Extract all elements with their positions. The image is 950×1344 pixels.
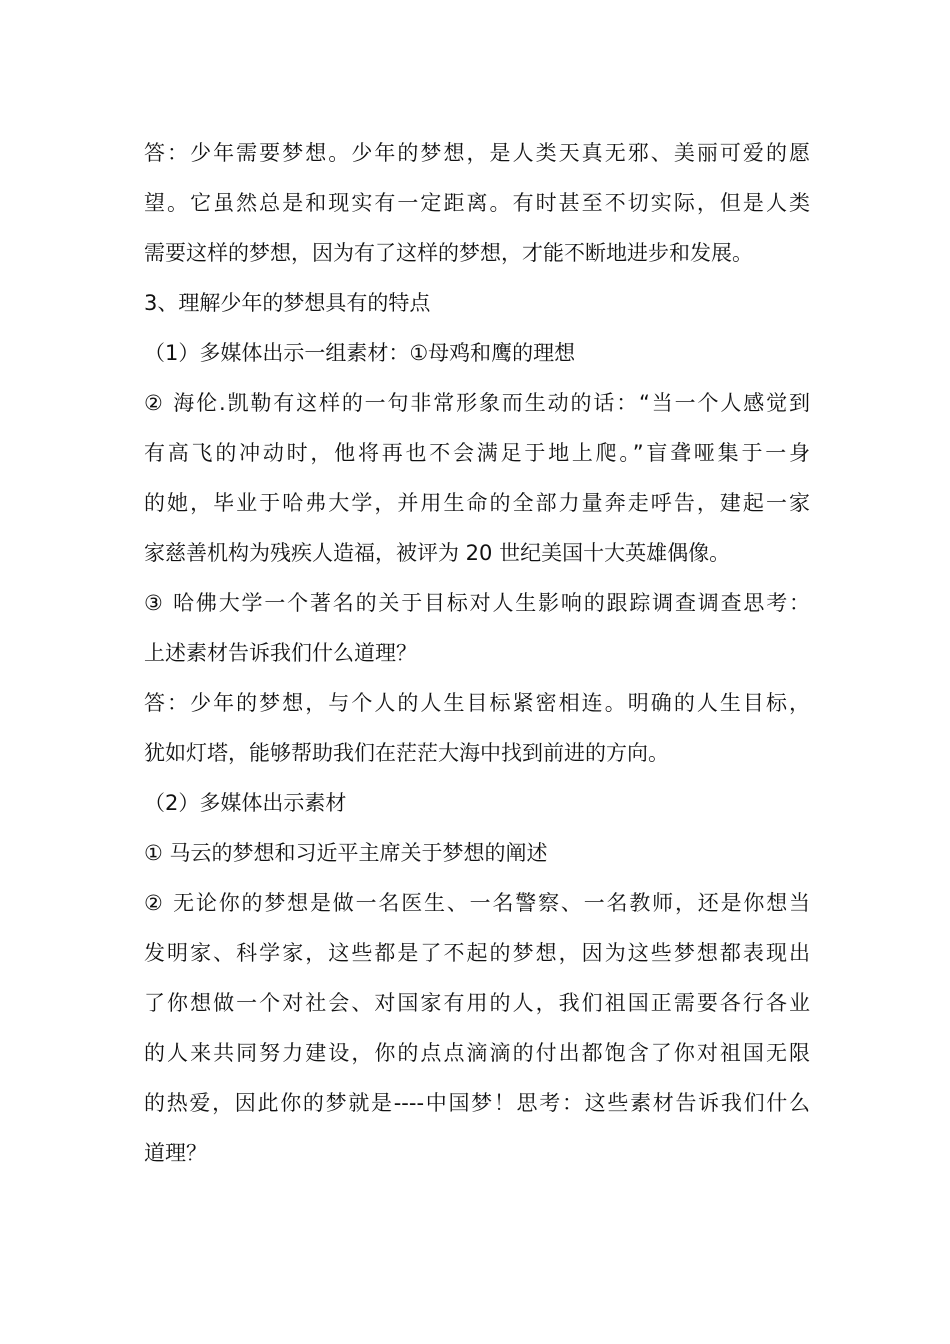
text-line: 的人来共同努力建设，你的点点滴滴的付出都饱含了你对祖国无限 bbox=[144, 1041, 810, 1065]
document-page bbox=[144, 128, 810, 1178]
section-heading: 3、理解少年的梦想具有的特点 bbox=[144, 291, 431, 315]
subsection-heading: （1）多媒体出示一组素材：①母鸡和鹰的理想 bbox=[144, 341, 576, 365]
text-line: 需要这样的梦想，因为有了这样的梦想，才能不断地进步和发展。 bbox=[144, 241, 753, 265]
text-line: 了你想做一个对社会、对国家有用的人，我们祖国正需要各行各业 bbox=[144, 991, 810, 1015]
text-line: 的热爱，因此你的梦就是----中国梦！思考：这些素材告诉我们什么 bbox=[144, 1091, 810, 1115]
text-line: 望。它虽然总是和现实有一定距离。有时甚至不切实际，但是人类 bbox=[144, 191, 810, 215]
text-line: 的她，毕业于哈弗大学，并用生命的全部力量奔走呼告，建起一家 bbox=[144, 491, 810, 515]
text-line: 犹如灯塔，能够帮助我们在茫茫大海中找到前进的方向。 bbox=[144, 741, 669, 765]
text-line: 发明家、科学家，这些都是了不起的梦想，因为这些梦想都表现出 bbox=[144, 941, 810, 965]
text-line: ② 无论你的梦想是做一名医生、一名警察、一名教师，还是你想当 bbox=[144, 891, 810, 915]
subsection-heading: （2）多媒体出示素材 bbox=[144, 791, 347, 815]
text-line: 答：少年的梦想，与个人的人生目标紧密相连。明确的人生目标， bbox=[144, 691, 810, 715]
text-line: 答：少年需要梦想。少年的梦想，是人类天真无邪、美丽可爱的愿 bbox=[144, 141, 810, 165]
text-line: 有高飞的冲动时，他将再也不会满足于地上爬。”盲聋哑集于一身 bbox=[144, 441, 810, 465]
text-line: 道理？ bbox=[144, 1141, 207, 1165]
text-line: 上述素材告诉我们什么道理？ bbox=[144, 641, 417, 665]
text-line: ① 马云的梦想和习近平主席关于梦想的阐述 bbox=[144, 841, 548, 865]
text-line: 家慈善机构为残疾人造福，被评为 20 世纪美国十大英雄偶像。 bbox=[144, 541, 731, 565]
text-line: ② 海伦.凯勒有这样的一句非常形象而生动的话：“当一个人感觉到 bbox=[144, 391, 810, 415]
text-line: ③ 哈佛大学一个著名的关于目标对人生影响的跟踪调查调查思考： bbox=[144, 591, 810, 615]
